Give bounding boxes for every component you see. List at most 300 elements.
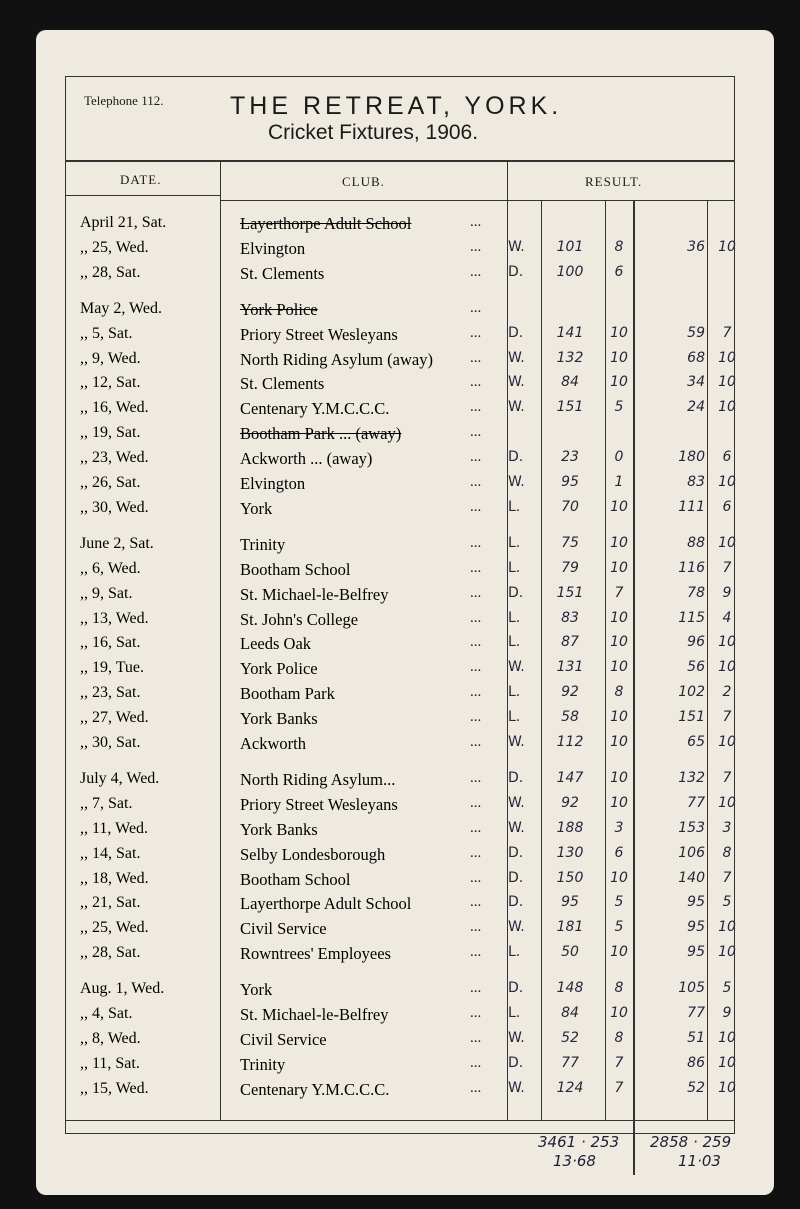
fixture-date: ,, 15, Wed. — [80, 1079, 149, 1097]
table-row — [0, 374, 800, 398]
fixture-club: Bootham School — [240, 869, 351, 889]
retreat-score: 132 — [556, 349, 584, 366]
leader-dots: ... — [470, 374, 482, 391]
opponent-wickets: 6 — [722, 449, 732, 466]
page-title: THE RETREAT, YORK. — [230, 92, 563, 120]
opponent-score: 111 — [678, 498, 705, 515]
totals-divider — [633, 1120, 635, 1175]
retreat-score: 79 — [561, 559, 579, 576]
fixture-club: Centenary Y.M.C.C.C. — [240, 1079, 390, 1099]
opponent-wickets: 10 — [718, 919, 736, 936]
result-outcome: W. — [508, 399, 525, 416]
result-outcome: W. — [508, 238, 525, 255]
retreat-score: 150 — [556, 869, 584, 886]
fixture-club: Layerthorpe Adult School — [240, 894, 412, 914]
table-row — [0, 1080, 800, 1104]
retreat-score: 188 — [556, 819, 584, 836]
retreat-wickets: 5 — [614, 919, 624, 936]
fixture-date: ,, 13, Wed. — [80, 609, 149, 627]
leader-dots: ... — [470, 844, 482, 861]
leader-dots: ... — [470, 1054, 482, 1071]
retreat-wickets: 8 — [614, 1029, 624, 1046]
retreat-wickets: 1 — [614, 474, 624, 490]
fixture-club: St. Clements — [240, 263, 325, 283]
result-outcome: D. — [508, 1054, 524, 1071]
opponent-wickets: 6 — [722, 498, 732, 515]
table-row — [0, 919, 800, 943]
opponent-score: 95 — [687, 919, 705, 936]
opponent-wickets: 10 — [718, 634, 736, 651]
retreat-score: 84 — [561, 374, 579, 391]
table-row — [0, 424, 800, 448]
opponent-wickets: 10 — [718, 1029, 736, 1046]
fixture-date: ,, 6, Wed. — [80, 559, 141, 577]
table-row — [0, 1030, 800, 1054]
opponent-score: 65 — [687, 734, 705, 750]
retreat-score: 101 — [556, 238, 584, 255]
opponent-score: 88 — [687, 534, 705, 551]
retreat-score: 148 — [556, 980, 584, 997]
table-row — [0, 845, 800, 869]
fixture-club: Priory Street Wesleyans — [240, 324, 398, 344]
retreat-score: 100 — [556, 263, 584, 280]
fixture-club: Civil Service — [240, 919, 327, 939]
table-row — [0, 585, 800, 609]
table-row — [0, 870, 800, 894]
retreat-score: 87 — [561, 634, 579, 651]
retreat-wickets: 7 — [614, 1079, 624, 1096]
fixture-date: ,, 7, Sat. — [80, 794, 133, 812]
leader-dots: ... — [470, 894, 482, 911]
fixture-date: April 21, Sat. — [80, 214, 167, 231]
retreat-wickets: 10 — [610, 374, 628, 391]
opponent-wickets: 2 — [722, 684, 732, 701]
opponent-wickets: 9 — [722, 584, 732, 601]
leader-dots: ... — [470, 709, 482, 726]
opponent-wickets: 7 — [722, 324, 732, 341]
fixture-date: ,, 27, Wed. — [80, 709, 149, 727]
retreat-wickets: 7 — [614, 584, 624, 601]
table-row — [0, 449, 800, 473]
opponent-wickets: 10 — [718, 659, 736, 676]
opponent-wickets: 10 — [718, 474, 736, 490]
fixture-club: Leeds Oak — [240, 634, 312, 654]
table-row — [0, 535, 800, 559]
opponent-wickets: 3 — [722, 819, 732, 836]
leader-dots: ... — [470, 919, 482, 936]
retreat-wickets: 8 — [614, 684, 624, 701]
fixture-date: ,, 30, Sat. — [80, 734, 141, 751]
result-outcome: W. — [508, 374, 525, 391]
fixture-date: Aug. 1, Wed. — [80, 980, 165, 998]
leader-dots: ... — [470, 944, 482, 961]
leader-dots: ... — [470, 819, 482, 836]
opponent-wickets: 8 — [722, 844, 732, 861]
result-header-rule — [508, 200, 735, 201]
retreat-score: 131 — [556, 659, 584, 676]
total-right-line1: 2858 · 259 — [650, 1133, 732, 1151]
fixture-date: ,, 21, Sat. — [80, 894, 141, 912]
opponent-score: 51 — [687, 1029, 705, 1046]
retreat-wickets: 10 — [610, 659, 628, 676]
opponent-score: 106 — [678, 844, 705, 861]
opponent-wickets: 10 — [718, 374, 736, 391]
opponent-score: 34 — [687, 374, 705, 391]
retreat-wickets: 10 — [610, 944, 628, 961]
opponent-score: 151 — [678, 709, 705, 726]
column-header-rule — [65, 195, 220, 196]
table-row — [0, 350, 800, 374]
leader-dots: ... — [470, 324, 482, 341]
leader-dots: ... — [470, 769, 482, 786]
opponent-score: 95 — [687, 894, 705, 911]
retreat-wickets: 6 — [614, 263, 624, 280]
retreat-wickets: 10 — [610, 709, 628, 726]
leader-dots: ... — [470, 424, 482, 441]
retreat-wickets: 5 — [614, 399, 624, 416]
retreat-wickets: 10 — [610, 349, 628, 366]
fixture-club: St. Clements — [240, 374, 325, 394]
retreat-wickets: 8 — [614, 238, 624, 255]
retreat-score: 75 — [561, 534, 579, 551]
opponent-wickets: 7 — [722, 709, 732, 726]
fixture-date: ,, 28, Sat. — [80, 263, 141, 281]
table-row — [0, 214, 800, 238]
fixture-club: York Police — [240, 659, 318, 679]
fixture-date: ,, 26, Sat. — [80, 474, 141, 491]
table-row — [0, 980, 800, 1004]
fixture-date: ,, 28, Sat. — [80, 944, 141, 962]
result-outcome: D. — [508, 449, 524, 466]
date-column-header: DATE. — [120, 172, 162, 187]
result-outcome: D. — [508, 980, 524, 997]
table-row — [0, 709, 800, 733]
result-outcome: L. — [508, 684, 521, 701]
retreat-wickets: 10 — [610, 498, 628, 515]
result-outcome: L. — [508, 944, 521, 961]
fixture-club: Trinity — [240, 534, 286, 554]
result-outcome: L. — [508, 709, 521, 726]
retreat-wickets: 8 — [614, 980, 624, 997]
opponent-wickets: 10 — [718, 1079, 736, 1096]
fixture-club: Civil Service — [240, 1029, 327, 1049]
table-row — [0, 659, 800, 683]
fixture-date: ,, 14, Sat. — [80, 844, 141, 862]
fixture-club: Rowntrees' Employees — [240, 944, 391, 964]
opponent-score: 78 — [687, 584, 705, 601]
table-row — [0, 474, 800, 498]
opponent-score: 77 — [687, 794, 705, 811]
leader-dots: ... — [470, 238, 482, 255]
result-outcome: W. — [508, 734, 525, 750]
leader-dots: ... — [470, 1005, 482, 1021]
total-left-line2: 13·68 — [553, 1152, 596, 1170]
leader-dots: ... — [470, 214, 482, 230]
opponent-score: 56 — [687, 659, 705, 676]
fixture-club: Elvington — [240, 474, 306, 493]
opponent-wickets: 7 — [722, 559, 732, 576]
opponent-wickets: 10 — [718, 794, 736, 811]
opponent-score: 140 — [678, 869, 705, 886]
retreat-wickets: 10 — [610, 324, 628, 341]
opponent-wickets: 10 — [718, 399, 736, 416]
leader-dots: ... — [470, 349, 482, 366]
leader-dots: ... — [470, 498, 482, 515]
result-outcome: D. — [508, 844, 524, 861]
table-row — [0, 610, 800, 634]
club-column-header: CLUB. — [342, 174, 385, 189]
opponent-score: 59 — [687, 324, 705, 341]
table-row — [0, 325, 800, 349]
fixture-club: North Riding Asylum... — [240, 769, 396, 789]
result-outcome: L. — [508, 534, 521, 551]
retreat-wickets: 10 — [610, 794, 628, 811]
fixture-club: York Police — [240, 299, 318, 319]
table-row — [0, 499, 800, 523]
leader-dots: ... — [470, 299, 482, 316]
result-outcome: D. — [508, 263, 524, 280]
fixture-club: Ackworth — [240, 734, 306, 753]
retreat-score: 50 — [561, 944, 579, 961]
fixture-club: Layerthorpe Adult School — [240, 214, 412, 233]
fixture-club: Ackworth ... (away) — [240, 449, 373, 469]
retreat-score: 95 — [561, 474, 579, 490]
fixture-date: ,, 5, Sat. — [80, 324, 133, 342]
fixture-date: July 4, Wed. — [80, 769, 160, 787]
result-outcome: W. — [508, 1079, 525, 1096]
fixture-club: St. Michael-le-Belfrey — [240, 584, 389, 604]
leader-dots: ... — [470, 263, 482, 280]
retreat-wickets: 7 — [614, 1054, 624, 1071]
result-outcome: D. — [508, 869, 524, 886]
opponent-score: 102 — [678, 684, 705, 701]
opponent-score: 86 — [687, 1054, 705, 1071]
retreat-score: 130 — [556, 844, 584, 861]
opponent-score: 180 — [678, 449, 705, 466]
opponent-wickets: 10 — [718, 238, 736, 255]
opponent-score: 105 — [678, 980, 705, 997]
table-row — [0, 684, 800, 708]
retreat-wickets: 6 — [614, 844, 624, 861]
page-subtitle: Cricket Fixtures, 1906. — [268, 121, 479, 144]
opponent-wickets: 5 — [722, 980, 732, 997]
retreat-score: 112 — [556, 734, 584, 750]
retreat-score: 77 — [561, 1054, 579, 1071]
fixture-date: ,, 11, Wed. — [80, 819, 149, 837]
fixture-date: ,, 11, Sat. — [80, 1054, 140, 1072]
fixture-club: York — [240, 498, 273, 518]
fixture-date: ,, 25, Wed. — [80, 238, 149, 256]
table-row — [0, 770, 800, 794]
fixture-club: St. John's College — [240, 609, 359, 629]
retreat-score: 92 — [561, 684, 579, 701]
opponent-score: 52 — [687, 1079, 705, 1096]
fixture-date: ,, 8, Wed. — [80, 1029, 141, 1047]
table-row — [0, 300, 800, 324]
retreat-score: 147 — [556, 769, 584, 786]
opponent-wickets: 7 — [722, 869, 732, 886]
telephone-label: Telephone 112. — [84, 93, 164, 108]
retreat-wickets: 10 — [610, 609, 628, 626]
leader-dots: ... — [470, 474, 482, 490]
opponent-score: 96 — [687, 634, 705, 651]
retreat-wickets: 5 — [614, 894, 624, 911]
result-outcome: D. — [508, 584, 524, 601]
leader-dots: ... — [470, 1079, 482, 1096]
retreat-score: 58 — [561, 709, 579, 726]
result-outcome: L. — [508, 559, 521, 576]
retreat-score: 52 — [561, 1029, 579, 1046]
opponent-score: 116 — [678, 559, 705, 576]
fixture-club: Elvington — [240, 238, 306, 258]
retreat-wickets: 10 — [610, 1005, 628, 1021]
table-row — [0, 399, 800, 423]
retreat-score: 151 — [556, 584, 584, 601]
table-row — [0, 795, 800, 819]
opponent-score: 95 — [687, 944, 705, 961]
retreat-score: 124 — [556, 1079, 584, 1096]
opponent-wickets: 4 — [722, 609, 732, 626]
fixture-club: Bootham Park ... (away) — [240, 424, 402, 444]
leader-dots: ... — [470, 449, 482, 466]
fixture-date: ,, 23, Wed. — [80, 449, 149, 467]
result-outcome: W. — [508, 919, 525, 936]
retreat-score: 23 — [561, 449, 579, 466]
retreat-score: 83 — [561, 609, 579, 626]
retreat-score: 141 — [556, 324, 584, 341]
retreat-wickets: 10 — [610, 869, 628, 886]
leader-dots: ... — [470, 684, 482, 701]
leader-dots: ... — [470, 659, 482, 676]
fixture-date: ,, 19, Tue. — [80, 659, 145, 677]
table-row — [0, 1055, 800, 1079]
fixture-date: May 2, Wed. — [80, 299, 162, 317]
fixture-club: York — [240, 980, 273, 1000]
fixture-date: ,, 18, Wed. — [80, 869, 149, 887]
opponent-score: 83 — [687, 474, 705, 490]
table-row — [0, 820, 800, 844]
result-outcome: W. — [508, 794, 525, 811]
leader-dots: ... — [470, 559, 482, 576]
retreat-score: 95 — [561, 894, 579, 911]
fixture-club: Priory Street Wesleyans — [240, 794, 398, 814]
leader-dots: ... — [470, 584, 482, 601]
opponent-score: 68 — [687, 349, 705, 366]
opponent-wickets: 10 — [718, 1054, 736, 1071]
table-row — [0, 239, 800, 263]
retreat-wickets: 10 — [610, 559, 628, 576]
result-outcome: D. — [508, 894, 524, 911]
fixture-date: ,, 16, Wed. — [80, 399, 149, 417]
retreat-score: 181 — [556, 919, 584, 936]
opponent-wickets: 5 — [722, 894, 732, 911]
result-outcome: W. — [508, 659, 525, 676]
opponent-score: 77 — [687, 1005, 705, 1021]
result-outcome: W. — [508, 349, 525, 366]
fixture-club: Centenary Y.M.C.C.C. — [240, 399, 390, 419]
opponent-wickets: 10 — [718, 944, 736, 961]
retreat-wickets: 10 — [610, 734, 628, 750]
club-header-rule — [220, 200, 508, 201]
retreat-wickets: 10 — [610, 534, 628, 551]
leader-dots: ... — [470, 634, 482, 651]
fixture-club: York Banks — [240, 819, 318, 839]
result-outcome: D. — [508, 324, 524, 341]
header-rule — [65, 160, 735, 162]
table-row — [0, 264, 800, 288]
fixture-club: Trinity — [240, 1054, 286, 1074]
fixture-date: ,, 12, Sat. — [80, 374, 141, 392]
opponent-wickets: 9 — [722, 1005, 732, 1021]
result-outcome: L. — [508, 498, 521, 515]
fixture-club: St. Michael-le-Belfrey — [240, 1005, 389, 1024]
opponent-score: 132 — [678, 769, 705, 786]
table-row — [0, 894, 800, 918]
retreat-score: 70 — [561, 498, 579, 515]
opponent-wickets: 7 — [722, 769, 732, 786]
total-left-line1: 3461 · 253 — [538, 1133, 620, 1151]
fixture-date: June 2, Sat. — [80, 534, 154, 552]
retreat-wickets: 10 — [610, 769, 628, 786]
fixture-date: ,, 16, Sat. — [80, 634, 141, 652]
result-outcome: W. — [508, 819, 525, 836]
leader-dots: ... — [470, 869, 482, 886]
retreat-score: 92 — [561, 794, 579, 811]
opponent-score: 153 — [678, 819, 705, 836]
result-outcome: L. — [508, 609, 521, 626]
retreat-score: 84 — [561, 1005, 579, 1021]
retreat-wickets: 0 — [614, 449, 624, 466]
fixture-club: Selby Londesborough — [240, 844, 386, 864]
result-outcome: W. — [508, 474, 525, 490]
result-outcome: L. — [508, 634, 521, 651]
table-row — [0, 1005, 800, 1029]
result-outcome: W. — [508, 1029, 525, 1046]
leader-dots: ... — [470, 399, 482, 416]
fixture-date: ,, 9, Wed. — [80, 349, 141, 367]
table-row — [0, 944, 800, 968]
result-column-header: RESULT. — [585, 174, 643, 189]
opponent-score: 24 — [687, 399, 705, 416]
fixture-date: ,, 23, Sat. — [80, 684, 141, 702]
leader-dots: ... — [470, 609, 482, 626]
leader-dots: ... — [470, 1029, 482, 1046]
total-right-line2: 11·03 — [678, 1152, 721, 1170]
opponent-wickets: 10 — [718, 734, 736, 750]
retreat-score: 151 — [556, 399, 584, 416]
result-outcome: L. — [508, 1005, 521, 1021]
leader-dots: ... — [470, 534, 482, 551]
table-row — [0, 560, 800, 584]
opponent-score: 115 — [678, 609, 705, 626]
table-row — [0, 734, 800, 758]
leader-dots: ... — [470, 794, 482, 811]
fixture-date: ,, 19, Sat. — [80, 424, 141, 442]
leader-dots: ... — [470, 734, 482, 750]
fixture-date: ,, 25, Wed. — [80, 919, 149, 937]
fixture-date: ,, 9, Sat. — [80, 584, 133, 602]
fixture-club: North Riding Asylum (away) — [240, 349, 433, 369]
opponent-score: 36 — [687, 238, 705, 255]
retreat-wickets: 3 — [614, 819, 624, 836]
fixture-club: Bootham School — [240, 559, 351, 579]
leader-dots: ... — [470, 980, 482, 997]
opponent-wickets: 10 — [718, 349, 736, 366]
result-outcome: D. — [508, 769, 524, 786]
fixture-club: York Banks — [240, 709, 318, 729]
fixture-date: ,, 4, Sat. — [80, 1005, 133, 1022]
table-row — [0, 634, 800, 658]
